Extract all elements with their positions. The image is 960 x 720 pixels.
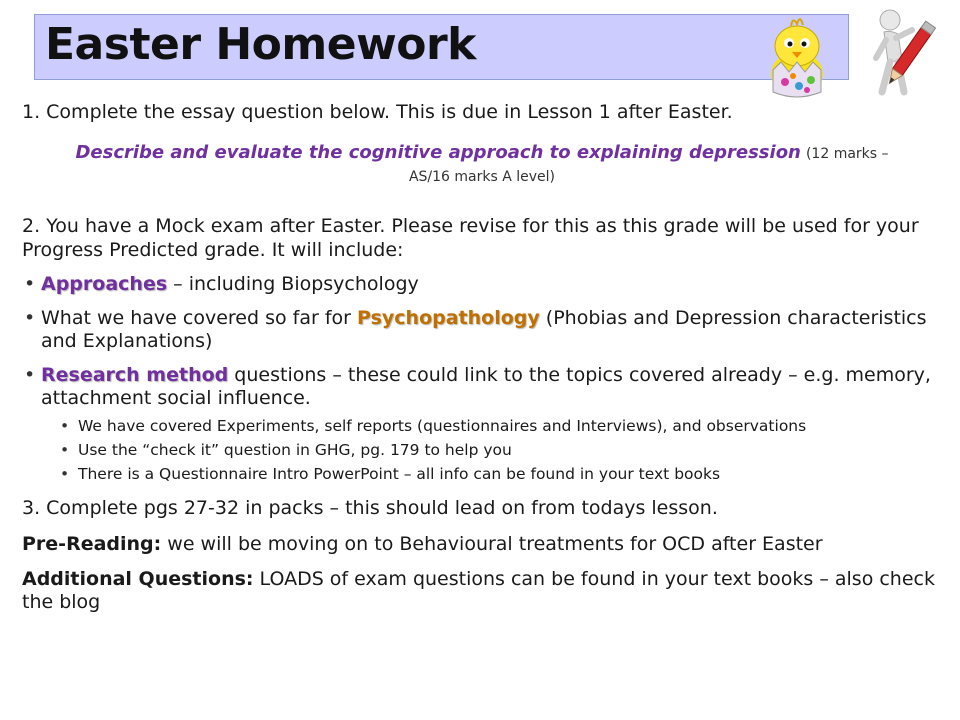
essay-marks-a: (12 marks – (805, 146, 889, 162)
page-title: Easter Homework (45, 19, 476, 70)
additional-questions (22, 568, 942, 614)
additional-label: Additional Questions: (22, 568, 254, 590)
essay-question: Describe and evaluate the cognitive approach to explaining depression (75, 142, 801, 163)
essay-question-block (22, 142, 942, 188)
topic-prefix: What we have covered so far for (41, 307, 357, 329)
task-2: 2. You have a Mock exam after Easter. Please revise for this as this grade will be used for your Progress Predicted grade. It will include: (22, 215, 919, 261)
mock-exam-topics (22, 273, 942, 410)
topic-highlight: Approaches (41, 273, 168, 295)
pencil-figure-icon (860, 4, 940, 98)
list-item (22, 307, 942, 353)
list-item: • There is a Questionnaire Intro PowerPoint – all info can be found in your text books (22, 464, 942, 484)
pre-reading-text: we will be moving on to Behavioural treatments for OCD after Easter (161, 533, 823, 555)
list-item: • We have covered Experiments, self reports (questionnaires and Interviews), and observations (22, 416, 942, 436)
topic-text: (Phobias and Depression characteristics and Explanations) (41, 307, 927, 352)
list-item (22, 364, 942, 410)
topic-text: – including Biopsychology (167, 273, 419, 295)
homework-content (22, 100, 942, 614)
research-method-notes (22, 416, 942, 484)
pre-reading-label: Pre-Reading: (22, 533, 162, 555)
pre-reading (22, 532, 942, 556)
easter-chick-icon (763, 12, 831, 98)
list-item (22, 273, 942, 296)
topic-text: questions – these could link to the topics covered already – e.g. memory, attachment social influence. (41, 364, 931, 409)
additional-text: LOADS of exam questions can be found in your text books – also check the blog (22, 568, 935, 613)
topic-highlight: Psychopathology (357, 307, 540, 329)
task-1: 1. Complete the essay question below. This is due in Lesson 1 after Easter. (22, 101, 733, 123)
task-3: 3. Complete pgs 27-32 in packs – this should lead on from todays lesson. (22, 497, 718, 519)
list-item: • Use the “check it” question in GHG, pg. 179 to help you (22, 440, 942, 460)
title-banner (34, 14, 849, 80)
essay-marks-b: AS/16 marks A level) (408, 169, 556, 185)
topic-highlight: Research method (41, 364, 229, 386)
